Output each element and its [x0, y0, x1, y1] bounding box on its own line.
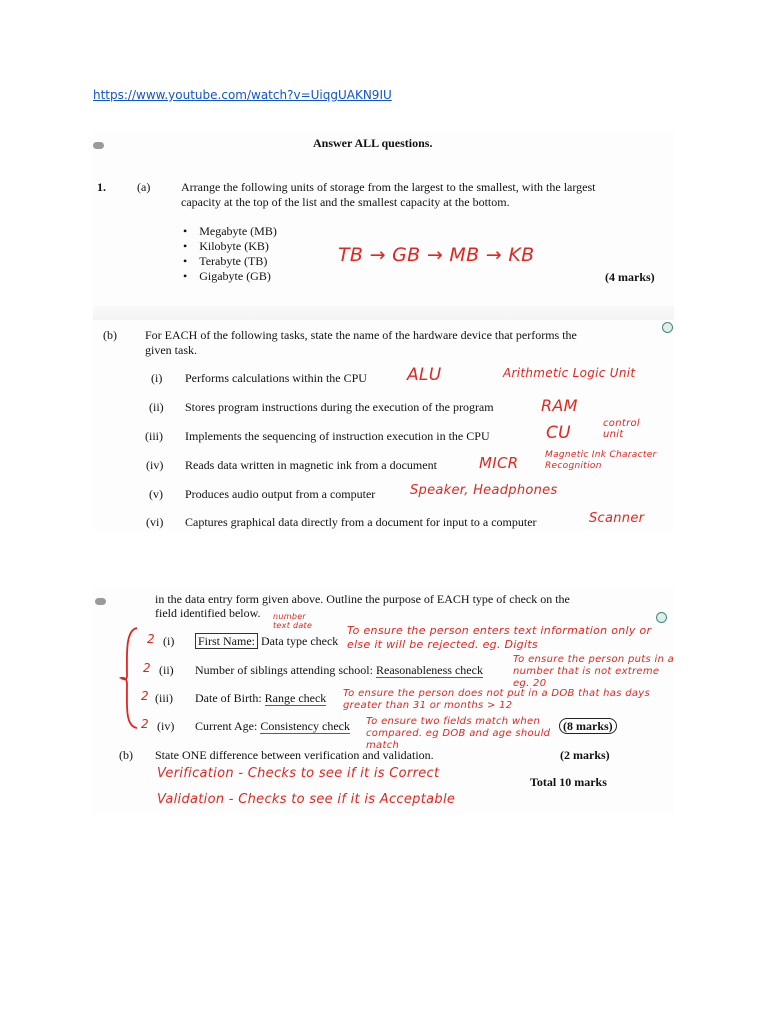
intro-line2: field identified below. — [155, 606, 261, 620]
checks-marks: (8 marks) — [559, 719, 617, 733]
unit-item: • Gigabyte (GB) — [183, 269, 271, 283]
check-num: (ii) — [159, 663, 174, 677]
handwritten-validation: Validation - Checks to see if it is Acceptable — [157, 792, 456, 807]
task-num: (vi) — [146, 515, 164, 529]
task-text: Performs calculations within the CPU — [185, 371, 367, 385]
answer-all-heading: Answer ALL questions. — [313, 136, 433, 150]
part-b-line1: For EACH of the following tasks, state the name of the hardware device that performs the — [145, 328, 577, 342]
handwritten-answer: To ensure the person puts in a number that is not extreme eg. 20 — [513, 654, 674, 689]
task-text: Captures graphical data directly from a document for input to a computer — [185, 515, 537, 529]
part-b-text: State ONE difference between verification and validation. — [155, 748, 434, 762]
total-marks: Total 10 marks — [530, 775, 607, 789]
part-a-label: (a) — [137, 180, 151, 194]
task-text: Produces audio output from a computer — [185, 487, 376, 501]
part-b-label: (b) — [103, 328, 117, 342]
handwritten-verification: Verification - Checks to see if it is Correct — [157, 766, 440, 781]
check-num: (iv) — [157, 719, 175, 733]
handwritten-answer: To ensure the person enters text information only or else it will be rejected. eg. Digits — [347, 624, 652, 651]
youtube-link[interactable]: https://www.youtube.com/watch?v=UiqgUAKN9IU — [93, 88, 392, 102]
handwritten-note: number text date — [273, 612, 313, 630]
task-num: (v) — [149, 487, 163, 501]
task-num: (i) — [151, 371, 163, 385]
unit-item: • Kilobyte (KB) — [183, 239, 269, 253]
gear-icon — [662, 322, 673, 333]
pin-icon — [93, 142, 104, 149]
task-text: Reads data written in magnetic ink from a document — [185, 458, 437, 472]
mark-annotation: 2 — [141, 717, 149, 731]
brace-icon — [119, 626, 141, 730]
part-b-marks: (2 marks) — [560, 748, 610, 762]
mark-annotation: 2 — [147, 632, 155, 646]
mark-annotation: 2 — [141, 689, 149, 703]
unit-item: • Megabyte (MB) — [183, 224, 277, 238]
handwritten-answer: RAM — [541, 396, 578, 415]
handwritten-note: Magnetic Ink Character Recognition — [545, 450, 657, 471]
part-a-line2: capacity at the top of the list and the smallest capacity at the bottom. — [181, 195, 510, 209]
handwritten-note: control unit — [603, 418, 640, 440]
part-b-line2: given task. — [145, 343, 197, 357]
part-b-label: (b) — [119, 748, 133, 762]
unit-item: • Terabyte (TB) — [183, 254, 268, 268]
check-item: Date of Birth: Range check — [195, 691, 327, 705]
part-a-marks: (4 marks) — [605, 270, 655, 284]
task-num: (iii) — [145, 429, 163, 443]
check-item: Number of siblings attending school: Reasonableness check — [195, 663, 483, 677]
handwritten-answer: CU — [546, 423, 571, 443]
question-screenshot-1 — [93, 132, 674, 531]
check-item: First Name: Data type check — [195, 634, 338, 648]
task-text: Implements the sequencing of instruction execution in the CPU — [185, 429, 490, 443]
check-num: (i) — [163, 634, 175, 648]
question-screenshot-2 — [93, 588, 674, 814]
handwritten-answer: Speaker, Headphones — [410, 483, 558, 498]
handwritten-order-answer: TB → GB → MB → KB — [338, 244, 535, 266]
scan-divider — [93, 306, 674, 320]
mark-annotation: 2 — [143, 661, 151, 675]
handwritten-answer: To ensure two fields match when compared. eg DOB and age should match — [366, 716, 551, 751]
task-text: Stores program instructions during the execution of the program — [185, 400, 494, 414]
pin-icon — [95, 598, 106, 605]
handwritten-answer: Scanner — [589, 511, 645, 526]
task-num: (iv) — [146, 458, 164, 472]
handwritten-answer: ALU — [407, 365, 442, 385]
intro-line1: in the data entry form given above. Outline the purpose of EACH type of check on the — [155, 592, 570, 606]
check-item: Current Age: Consistency check — [195, 719, 350, 733]
handwritten-note: Arithmetic Logic Unit — [503, 366, 636, 380]
task-num: (ii) — [149, 400, 164, 414]
handwritten-answer: To ensure the person does not put in a DOB that has days greater than 31 or months > 12 — [343, 688, 650, 711]
handwritten-answer: MICR — [479, 454, 519, 472]
part-a-line1: Arrange the following units of storage from the largest to the smallest, with the largest — [181, 180, 596, 194]
check-num: (iii) — [155, 691, 173, 705]
question-number: 1. — [97, 180, 106, 194]
gear-icon — [656, 612, 667, 623]
